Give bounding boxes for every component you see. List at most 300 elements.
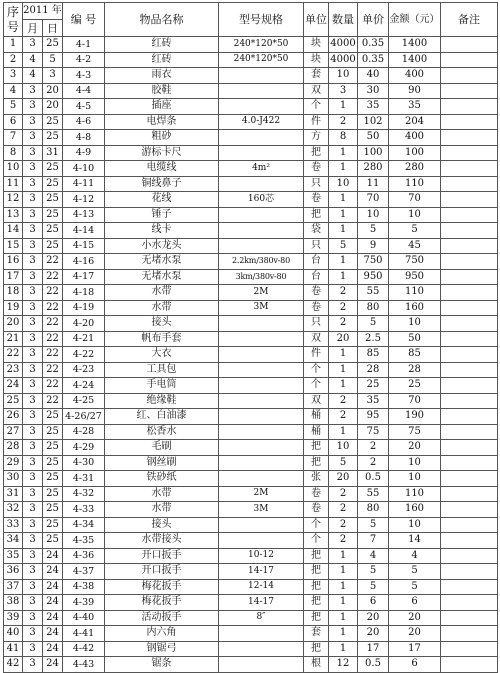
cell-note	[441, 626, 498, 642]
cell-qty: 1	[329, 548, 358, 564]
cell-amount: 10	[389, 455, 441, 471]
cell-seq: 20	[4, 316, 23, 332]
cell-month: 3	[23, 223, 43, 239]
cell-month: 3	[23, 626, 43, 642]
cell-name: 钢丝刷	[105, 455, 219, 471]
cell-seq: 23	[4, 362, 23, 378]
cell-day: 24	[43, 641, 63, 657]
cell-code: 4-11	[63, 176, 105, 192]
header-unit: 单位	[304, 3, 329, 37]
cell-unit: 套	[304, 626, 329, 642]
cell-name: 游标卡尺	[105, 145, 219, 161]
cell-seq: 42	[4, 657, 23, 673]
cell-name: 大衣	[105, 347, 219, 363]
cell-spec: 12-14	[219, 579, 304, 595]
cell-price: 0.5	[358, 657, 389, 673]
table-row	[4, 626, 498, 642]
cell-price: 2	[358, 455, 389, 471]
cell-amount: 75	[389, 424, 441, 440]
table-row	[4, 83, 498, 99]
cell-month: 3	[23, 331, 43, 347]
cell-price: 55	[358, 486, 389, 502]
cell-code: 4-33	[63, 502, 105, 518]
cell-note	[441, 502, 498, 518]
cell-month: 3	[23, 440, 43, 456]
cell-spec: 14-17	[219, 595, 304, 611]
cell-qty: 5	[329, 238, 358, 254]
cell-qty: 1	[329, 269, 358, 285]
cell-qty: 2	[329, 285, 358, 301]
table-row	[4, 192, 498, 208]
cell-name: 电焊条	[105, 114, 219, 130]
table-row	[4, 502, 498, 518]
cell-seq: 6	[4, 114, 23, 130]
cell-note	[441, 440, 498, 456]
cell-price: 30	[358, 83, 389, 99]
cell-amount: 70	[389, 393, 441, 409]
cell-qty: 1	[329, 579, 358, 595]
header-seq-label: 序号	[7, 4, 20, 34]
cell-name: 接头	[105, 517, 219, 533]
cell-amount: 70	[389, 192, 441, 208]
cell-qty: 2	[329, 533, 358, 549]
cell-day: 25	[43, 533, 63, 549]
cell-price: 95	[358, 409, 389, 425]
cell-qty: 20	[329, 471, 358, 487]
cell-note	[441, 52, 498, 68]
cell-price: 0.5	[358, 471, 389, 487]
header-day: 日	[43, 20, 63, 37]
cell-code: 4-34	[63, 517, 105, 533]
cell-amount: 35	[389, 99, 441, 115]
cell-price: 75	[358, 424, 389, 440]
cell-month: 3	[23, 254, 43, 270]
cell-price: 10	[358, 207, 389, 223]
cell-name: 开口扳手	[105, 548, 219, 564]
cell-code: 4-5	[63, 99, 105, 115]
cell-price: 2	[358, 440, 389, 456]
cell-name: 电缆线	[105, 161, 219, 177]
cell-unit: 方	[304, 130, 329, 146]
cell-code: 4-4	[63, 83, 105, 99]
cell-day: 22	[43, 316, 63, 332]
cell-code: 4-31	[63, 471, 105, 487]
cell-qty: 1	[329, 362, 358, 378]
cell-price: 0.35	[358, 52, 389, 68]
cell-seq: 36	[4, 564, 23, 580]
cell-name: 铁砂纸	[105, 471, 219, 487]
table-row	[4, 331, 498, 347]
cell-note	[441, 657, 498, 673]
cell-price: 17	[358, 641, 389, 657]
cell-note	[441, 378, 498, 394]
cell-month: 3	[23, 161, 43, 177]
cell-name: 内六角	[105, 626, 219, 642]
cell-day: 25	[43, 502, 63, 518]
cell-name: 毛刷	[105, 440, 219, 456]
cell-code: 4-36	[63, 548, 105, 564]
cell-seq: 31	[4, 486, 23, 502]
cell-seq: 35	[4, 548, 23, 564]
cell-month: 3	[23, 99, 43, 115]
cell-spec	[219, 626, 304, 642]
table-row	[4, 130, 498, 146]
cell-price: 35	[358, 393, 389, 409]
cell-price: 5	[358, 579, 389, 595]
cell-day: 22	[43, 378, 63, 394]
cell-amount: 20	[389, 626, 441, 642]
cell-price: 70	[358, 192, 389, 208]
cell-unit: 桶	[304, 409, 329, 425]
cell-month: 3	[23, 393, 43, 409]
header-qty: 数量	[329, 3, 358, 37]
cell-qty: 1	[329, 564, 358, 580]
cell-name: 松香水	[105, 424, 219, 440]
cell-note	[441, 254, 498, 270]
cell-qty: 1	[329, 99, 358, 115]
cell-code: 4-13	[63, 207, 105, 223]
cell-name: 锤子	[105, 207, 219, 223]
cell-price: 280	[358, 161, 389, 177]
cell-seq: 21	[4, 331, 23, 347]
table-row	[4, 610, 498, 626]
table-row	[4, 440, 498, 456]
cell-name: 开口扳手	[105, 564, 219, 580]
cell-month: 3	[23, 83, 43, 99]
cell-spec: 240*120*50	[219, 52, 304, 68]
table-row	[4, 564, 498, 580]
cell-unit: 台	[304, 254, 329, 270]
cell-note	[441, 83, 498, 99]
cell-name: 工具包	[105, 362, 219, 378]
cell-day: 31	[43, 145, 63, 161]
cell-name: 梅花扳手	[105, 579, 219, 595]
cell-month: 3	[23, 533, 43, 549]
cell-note	[441, 130, 498, 146]
cell-note	[441, 548, 498, 564]
table-row	[4, 285, 498, 301]
cell-unit: 双	[304, 393, 329, 409]
cell-seq: 25	[4, 393, 23, 409]
cell-month: 3	[23, 424, 43, 440]
table-row	[4, 223, 498, 239]
cell-name: 钢锯弓	[105, 641, 219, 657]
cell-note	[441, 595, 498, 611]
cell-day: 22	[43, 300, 63, 316]
table-row	[4, 68, 498, 84]
cell-amount: 45	[389, 238, 441, 254]
cell-unit: 块	[304, 52, 329, 68]
cell-code: 4-29	[63, 440, 105, 456]
cell-code: 4-20	[63, 316, 105, 332]
cell-spec	[219, 316, 304, 332]
cell-day: 25	[43, 161, 63, 177]
cell-qty: 1	[329, 347, 358, 363]
cell-unit: 双	[304, 83, 329, 99]
cell-qty: 1	[329, 192, 358, 208]
cell-spec	[219, 409, 304, 425]
cell-qty: 1	[329, 254, 358, 270]
cell-qty: 2	[329, 316, 358, 332]
table-row	[4, 378, 498, 394]
cell-unit: 件	[304, 347, 329, 363]
cell-note	[441, 424, 498, 440]
cell-code: 4-21	[63, 331, 105, 347]
cell-code: 4-23	[63, 362, 105, 378]
cell-name: 红砖	[105, 37, 219, 53]
cell-note	[441, 331, 498, 347]
cell-name: 梅花扳手	[105, 595, 219, 611]
cell-unit: 把	[304, 579, 329, 595]
cell-note	[441, 362, 498, 378]
cell-month: 3	[23, 579, 43, 595]
cell-spec	[219, 641, 304, 657]
cell-amount: 6	[389, 657, 441, 673]
cell-amount: 90	[389, 83, 441, 99]
cell-note	[441, 207, 498, 223]
cell-seq: 32	[4, 502, 23, 518]
cell-note	[441, 269, 498, 285]
cell-month: 3	[23, 192, 43, 208]
table-row	[4, 347, 498, 363]
cell-spec	[219, 533, 304, 549]
cell-name: 水带	[105, 300, 219, 316]
table-row	[4, 238, 498, 254]
cell-amount: 950	[389, 269, 441, 285]
cell-qty: 10	[329, 176, 358, 192]
purchase-ledger-table	[3, 2, 498, 673]
cell-month: 3	[23, 548, 43, 564]
cell-day: 25	[43, 114, 63, 130]
cell-month: 3	[23, 238, 43, 254]
table-row	[4, 161, 498, 177]
cell-note	[441, 238, 498, 254]
cell-amount: 10	[389, 517, 441, 533]
cell-qty: 1	[329, 161, 358, 177]
cell-unit: 台	[304, 269, 329, 285]
cell-name: 红砖	[105, 52, 219, 68]
cell-month: 3	[23, 595, 43, 611]
cell-unit: 卷	[304, 300, 329, 316]
cell-month: 4	[23, 52, 43, 68]
cell-unit: 套	[304, 68, 329, 84]
table-row	[4, 533, 498, 549]
cell-seq: 12	[4, 192, 23, 208]
cell-unit: 把	[304, 548, 329, 564]
cell-note	[441, 145, 498, 161]
cell-price: 7	[358, 533, 389, 549]
cell-day: 25	[43, 176, 63, 192]
cell-note	[441, 300, 498, 316]
cell-day: 25	[43, 471, 63, 487]
cell-spec: 240*120*50	[219, 37, 304, 53]
cell-amount: 5	[389, 579, 441, 595]
cell-spec: 2M	[219, 285, 304, 301]
cell-spec	[219, 99, 304, 115]
cell-seq: 38	[4, 595, 23, 611]
cell-code: 4-1	[63, 37, 105, 53]
table-row	[4, 176, 498, 192]
cell-spec	[219, 207, 304, 223]
cell-unit: 袋	[304, 223, 329, 239]
cell-note	[441, 223, 498, 239]
cell-code: 4-16	[63, 254, 105, 270]
table-row	[4, 393, 498, 409]
cell-unit: 把	[304, 564, 329, 580]
cell-amount: 204	[389, 114, 441, 130]
cell-price: 5	[358, 316, 389, 332]
table-row	[4, 424, 498, 440]
cell-qty: 5	[329, 455, 358, 471]
table-row	[4, 471, 498, 487]
cell-day: 25	[43, 37, 63, 53]
cell-amount: 110	[389, 285, 441, 301]
cell-spec	[219, 331, 304, 347]
cell-qty: 4000	[329, 37, 358, 53]
cell-unit: 件	[304, 114, 329, 130]
cell-day: 24	[43, 564, 63, 580]
cell-spec: 10-12	[219, 548, 304, 564]
cell-note	[441, 347, 498, 363]
cell-code: 4-6	[63, 114, 105, 130]
table-row	[4, 114, 498, 130]
cell-amount: 17	[389, 641, 441, 657]
cell-unit: 个	[304, 378, 329, 394]
cell-day: 24	[43, 657, 63, 673]
cell-seq: 1	[4, 37, 23, 53]
cell-day: 22	[43, 362, 63, 378]
cell-note	[441, 610, 498, 626]
cell-code: 4-38	[63, 579, 105, 595]
cell-amount: 400	[389, 68, 441, 84]
cell-day: 22	[43, 393, 63, 409]
cell-unit: 卷	[304, 285, 329, 301]
cell-spec	[219, 176, 304, 192]
cell-day: 5	[43, 52, 63, 68]
cell-unit: 把	[304, 610, 329, 626]
cell-code: 4-19	[63, 300, 105, 316]
cell-seq: 4	[4, 83, 23, 99]
cell-spec: 2.2km/380v-80	[219, 254, 304, 270]
cell-qty: 10	[329, 68, 358, 84]
cell-seq: 15	[4, 238, 23, 254]
cell-month: 3	[23, 130, 43, 146]
cell-spec	[219, 378, 304, 394]
table-row	[4, 99, 498, 115]
cell-spec	[219, 130, 304, 146]
cell-note	[441, 161, 498, 177]
cell-price: 4	[358, 548, 389, 564]
cell-spec	[219, 440, 304, 456]
cell-amount: 85	[389, 347, 441, 363]
table-row	[4, 486, 498, 502]
cell-day: 24	[43, 579, 63, 595]
cell-day: 25	[43, 486, 63, 502]
table-row	[4, 254, 498, 270]
cell-day: 25	[43, 455, 63, 471]
cell-amount: 6	[389, 595, 441, 611]
cell-month: 4	[23, 68, 43, 84]
cell-note	[441, 99, 498, 115]
cell-code: 4-17	[63, 269, 105, 285]
cell-spec: 8″	[219, 610, 304, 626]
cell-code: 4-41	[63, 626, 105, 642]
cell-qty: 2	[329, 409, 358, 425]
cell-price: 2.5	[358, 331, 389, 347]
cell-unit: 卷	[304, 161, 329, 177]
cell-seq: 13	[4, 207, 23, 223]
cell-amount: 160	[389, 502, 441, 518]
cell-month: 3	[23, 502, 43, 518]
cell-qty: 1	[329, 626, 358, 642]
cell-code: 4-43	[63, 657, 105, 673]
cell-seq: 34	[4, 533, 23, 549]
cell-unit: 卷	[304, 192, 329, 208]
cell-seq: 10	[4, 161, 23, 177]
cell-unit: 块	[304, 37, 329, 53]
cell-qty: 2	[329, 517, 358, 533]
cell-unit: 把	[304, 145, 329, 161]
cell-unit: 把	[304, 595, 329, 611]
cell-amount: 50	[389, 331, 441, 347]
cell-price: 950	[358, 269, 389, 285]
cell-seq: 17	[4, 269, 23, 285]
table-row	[4, 641, 498, 657]
cell-seq: 2	[4, 52, 23, 68]
cell-name: 红、白油漆	[105, 409, 219, 425]
cell-name: 无堵水泵	[105, 269, 219, 285]
cell-amount: 10	[389, 207, 441, 223]
cell-month: 3	[23, 362, 43, 378]
cell-code: 4-35	[63, 533, 105, 549]
cell-spec: 4.0-J422	[219, 114, 304, 130]
cell-month: 3	[23, 300, 43, 316]
cell-price: 40	[358, 68, 389, 84]
cell-note	[441, 455, 498, 471]
cell-qty: 1	[329, 424, 358, 440]
cell-price: 100	[358, 145, 389, 161]
cell-price: 25	[358, 378, 389, 394]
cell-code: 4-18	[63, 285, 105, 301]
cell-day: 22	[43, 285, 63, 301]
cell-price: 6	[358, 595, 389, 611]
cell-name: 小水龙头	[105, 238, 219, 254]
cell-code: 4-30	[63, 455, 105, 471]
cell-month: 3	[23, 145, 43, 161]
cell-day: 25	[43, 440, 63, 456]
cell-amount: 20	[389, 440, 441, 456]
header-month: 月	[23, 20, 43, 37]
table-row	[4, 657, 498, 673]
cell-note	[441, 192, 498, 208]
cell-qty: 2	[329, 486, 358, 502]
cell-unit: 个	[304, 362, 329, 378]
cell-day: 22	[43, 269, 63, 285]
table-row	[4, 207, 498, 223]
cell-month: 3	[23, 471, 43, 487]
cell-amount: 10	[389, 471, 441, 487]
cell-amount: 110	[389, 176, 441, 192]
cell-seq: 5	[4, 99, 23, 115]
cell-seq: 18	[4, 285, 23, 301]
cell-price: 80	[358, 300, 389, 316]
cell-amount: 110	[389, 486, 441, 502]
cell-seq: 22	[4, 347, 23, 363]
header-name: 物品名称	[105, 3, 219, 37]
cell-qty: 1	[329, 145, 358, 161]
cell-price: 0.35	[358, 37, 389, 53]
cell-seq: 30	[4, 471, 23, 487]
